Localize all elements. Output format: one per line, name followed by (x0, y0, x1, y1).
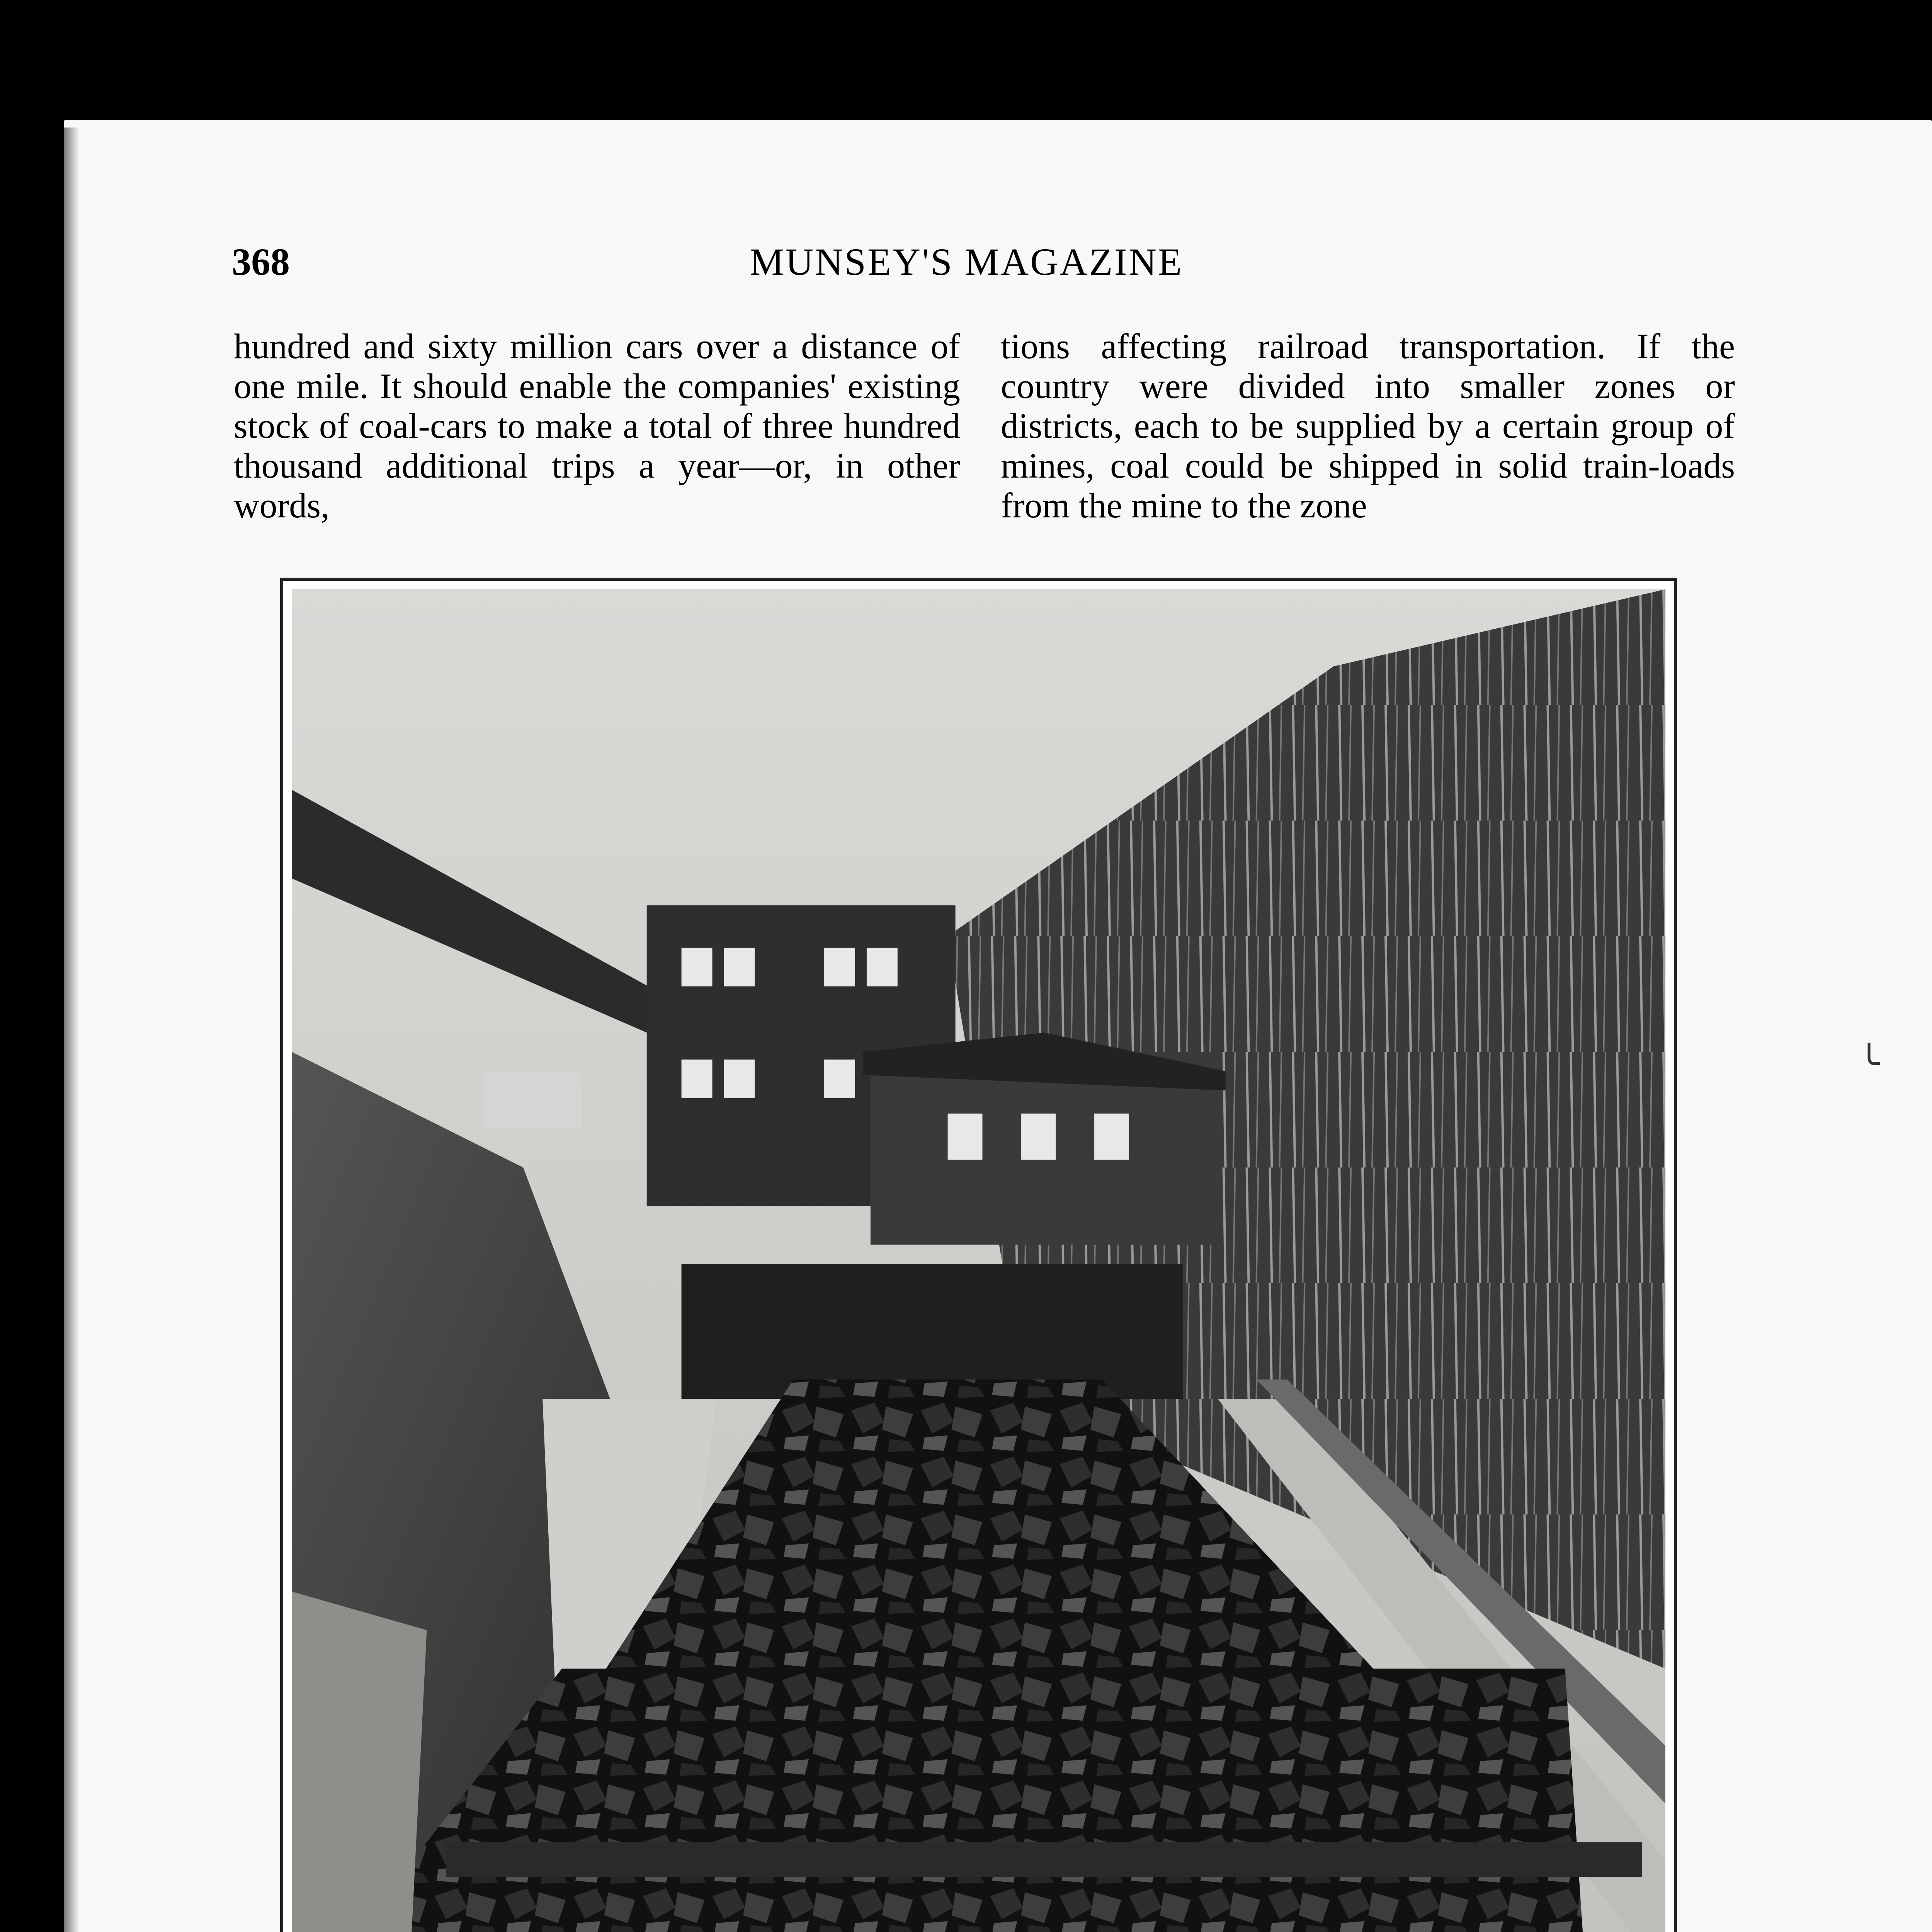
magazine-title: MUNSEY'S MAGAZINE (750, 240, 1184, 283)
page-gutter-shadow (64, 128, 79, 1932)
coal-train-photograph (280, 578, 1677, 1932)
top-right-paragraph: tions affecting railroad transportation. If the country were divided into smaller zones or districts, each to be supplied by a certain group of mines, coal could be shipped in solid train-loads from the mine to the zone (1001, 327, 1735, 525)
page-header (232, 240, 1789, 294)
photo-illustration (292, 589, 1665, 1932)
page-number: 368 (232, 240, 290, 283)
top-right-column (1001, 327, 1735, 526)
top-left-paragraph: hundred and sixty million cars over a distance of one mile. It should enable the companies' existing stock of coal-cars to make a total of three hundred thousand additional trips a year—or, in other words, (234, 327, 960, 525)
top-left-column (234, 327, 960, 526)
margin-mark: ╰ (1859, 1045, 1880, 1083)
